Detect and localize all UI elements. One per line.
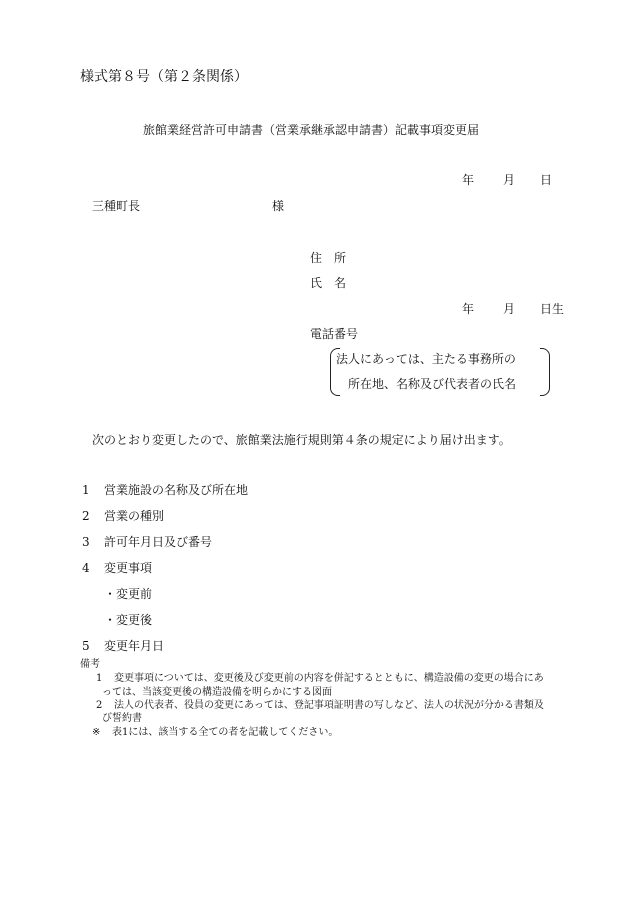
item-number: 2: [82, 509, 90, 523]
item-label: 営業の種別: [104, 509, 165, 523]
note-2-line2: び誓約書: [102, 713, 142, 724]
item-label: 変更年月日: [104, 639, 165, 653]
date-month: 月: [503, 173, 516, 187]
phone-label: 電話番号: [310, 327, 359, 341]
note-2-number: 2: [96, 700, 103, 711]
note-3-mark: ※: [92, 727, 101, 738]
note-1-line1: 変更事項については、変更後及び変更前の内容を併記するとともに、構造設備の変更の場合にあ: [114, 673, 544, 684]
name-label: 氏 名: [310, 276, 347, 290]
note-2-line1: 法人の代表者、役員の変更にあっては、登記事項証明書の写しなど、法人の状況が分かる書類及: [114, 700, 544, 711]
item-number: 1: [82, 483, 90, 497]
note-1-number: 1: [96, 673, 103, 684]
item-label: 許可年月日及び番号: [104, 535, 213, 549]
birth-year: 年: [462, 302, 475, 316]
form-title: 旅館業経営許可申請書（営業承継承認申請書）記載事項変更届: [143, 123, 480, 137]
item-label: 営業施設の名称及び所在地: [104, 483, 249, 497]
note-1-line2: っては、当該変更後の構造設備を明らかにする図面: [102, 687, 332, 698]
addressee-honorific: 様: [272, 199, 285, 213]
statement: 次のとおり変更したので、旅館業法施行規則第４条の規定により届け出ます。: [92, 433, 511, 447]
notes-heading: 備考: [80, 659, 100, 670]
note-3-text: 表1には、該当する全ての者を記載してください。: [112, 727, 339, 738]
corp-note-line1: 法人にあっては、主たる事務所の: [336, 352, 516, 366]
address-label: 住 所: [310, 251, 347, 265]
birth-day: 日生: [540, 302, 565, 316]
sub-item-before: ・変更前: [104, 587, 153, 601]
item-number: 5: [82, 639, 90, 653]
item-number: 4: [82, 561, 90, 575]
sub-item-after: ・変更後: [104, 613, 153, 627]
form-number: 様式第８号（第２条関係）: [80, 69, 248, 85]
addressee-name: 三種町長: [92, 199, 141, 213]
item-number: 3: [82, 535, 90, 549]
bracket-right: [540, 348, 550, 396]
item-label: 変更事項: [104, 561, 153, 575]
date-day: 日: [540, 173, 553, 187]
date-year: 年: [462, 173, 475, 187]
birth-month: 月: [503, 302, 516, 316]
corp-note-line2: 所在地、名称及び代表者の氏名: [348, 377, 517, 391]
